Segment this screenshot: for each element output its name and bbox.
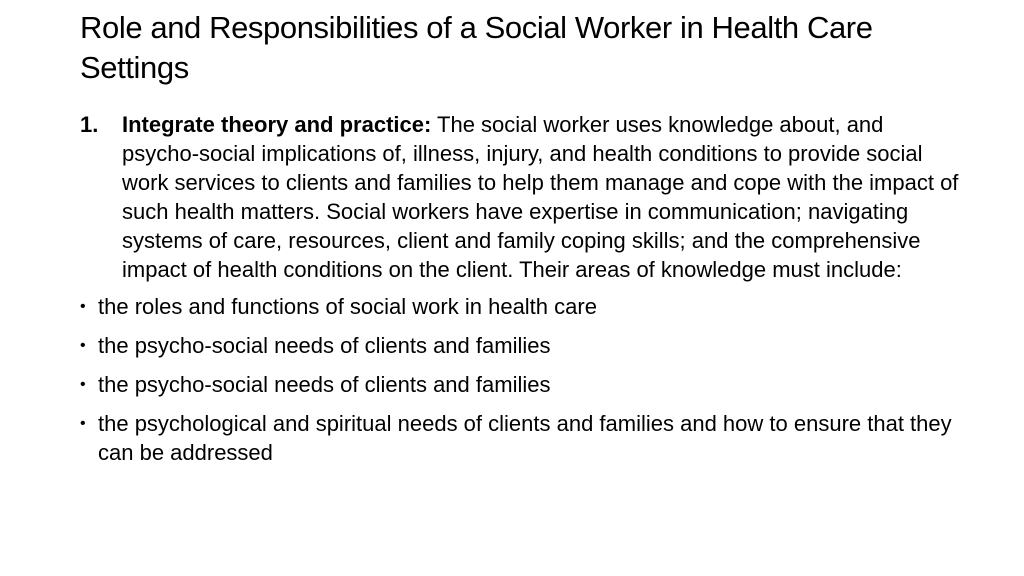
bullet-text: the psychological and spiritual needs of clients and families and how to ensure that they can be addressed (98, 411, 952, 465)
bullet-text: the roles and functions of social work in health care (98, 294, 597, 319)
bullet-icon: • (80, 337, 86, 354)
list-item (80, 292, 960, 321)
point-number: 1. (80, 112, 99, 137)
slide-title: Role and Responsibilities of a Social Worker in Health Care Settings (80, 10, 873, 85)
bullet-icon: • (80, 415, 86, 432)
list-item (80, 331, 960, 360)
list-item (80, 370, 960, 399)
bullet-list (80, 292, 960, 467)
list-item (80, 409, 960, 467)
slide-content (80, 110, 960, 477)
point-text: The social worker uses knowledge about, and psycho-social implications of, illness, injury, and health conditions to provide social work services to clients and families to help them manage and cope with the impact of such health matters. Social workers have expertise in communication; navigating systems of care, resources, client and family coping skills; and the comprehensive impact of health conditions on the client. Their areas of knowledge must include: (122, 112, 959, 282)
numbered-point (80, 110, 960, 284)
bullet-icon: • (80, 298, 86, 315)
bullet-text: the psycho-social needs of clients and families (98, 333, 551, 358)
bullet-icon: • (80, 376, 86, 393)
point-lead: Integrate theory and practice: (122, 112, 432, 137)
bullet-text: the psycho-social needs of clients and families (98, 372, 551, 397)
